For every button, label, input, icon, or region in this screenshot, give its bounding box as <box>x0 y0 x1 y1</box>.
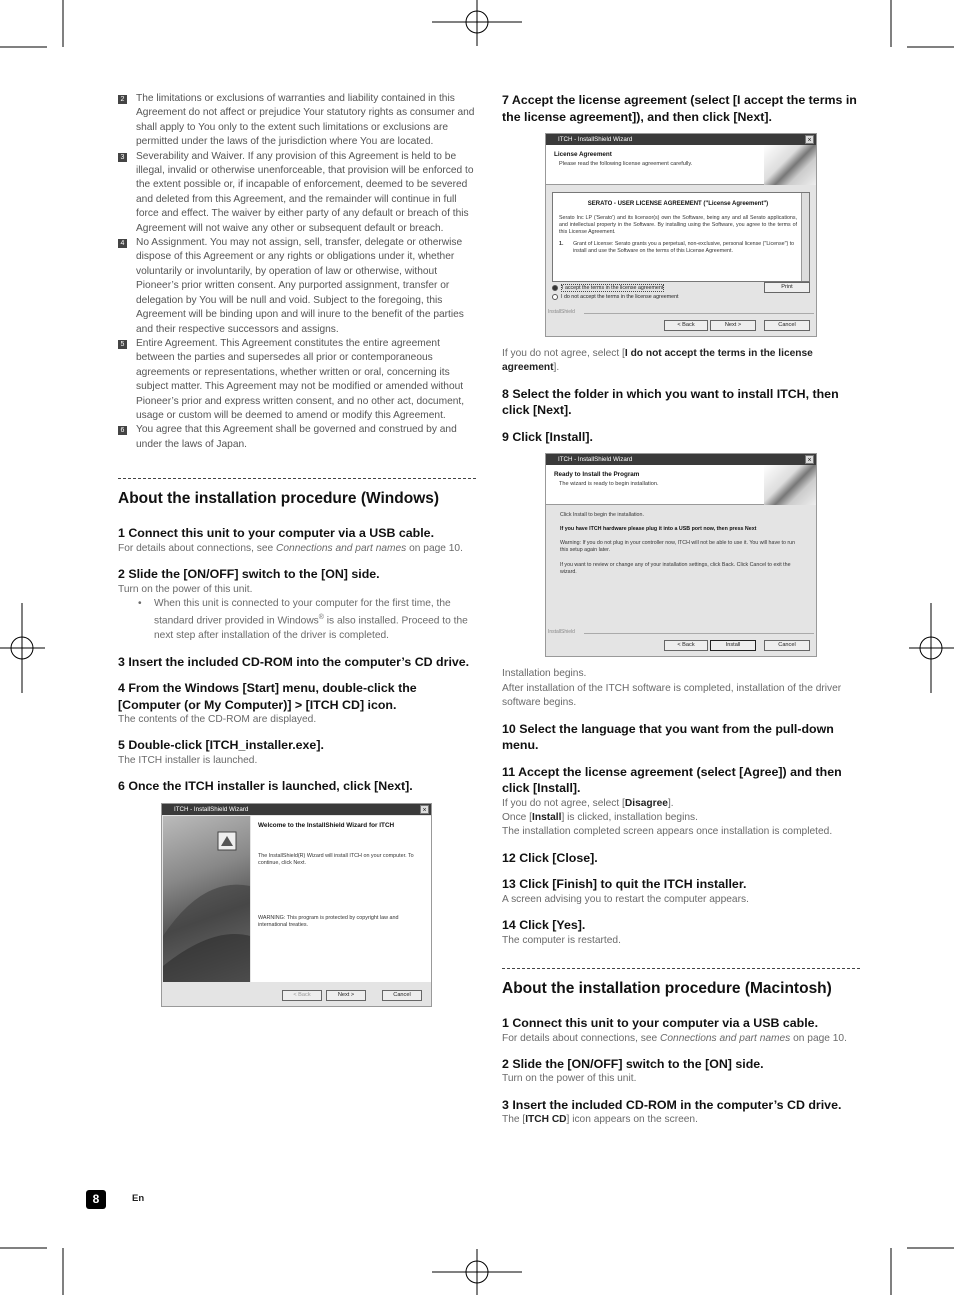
clause-number: 3 <box>118 153 127 162</box>
step-heading: 1 Connect this unit to your computer via a USB cable. <box>502 1016 819 1031</box>
step-note <box>502 1032 860 1046</box>
ready-body <box>560 512 804 576</box>
clause-text: Severability and Waiver. If any provision of this Agreement is held to be illegal, invalid or otherwise unenforceable, that provision will be enforced to the extent possible or, if incapable of enforcement, deemed to be severed and deleted from this Agreement, and the remainder will continue in full force and effect. The waiver by either party of any default or breach of this Agreement will not waive any other or subsequent default or breach. <box>136 150 474 234</box>
mac-section-heading: About the installation procedure (Macintosh) <box>502 980 832 998</box>
page-curl-graphic <box>764 465 816 505</box>
page-curl-graphic <box>764 145 816 185</box>
wizard-title: ITCH - InstallShield Wizard <box>558 456 633 464</box>
note-text: Once [ <box>502 811 533 823</box>
step-note <box>502 347 860 376</box>
ready-line: If you have ITCH hardware please plug it into a USB port now, then press Next <box>560 526 757 533</box>
step-heading: 7 Accept the license agreement (select [I accept the terms in the license agreement]), and then click [Next]. <box>502 93 857 124</box>
divider <box>584 313 814 314</box>
step-heading: 1 Connect this unit to your computer via a USB cable. <box>118 526 435 541</box>
clause <box>120 92 476 150</box>
note-text: ]. <box>667 797 674 809</box>
cancel-button[interactable]: Cancel <box>764 640 810 651</box>
cancel-button[interactable]: Cancel <box>382 990 422 1001</box>
note-text: ]. <box>553 362 560 374</box>
wizard-side-image <box>163 816 250 982</box>
right-column <box>502 92 860 1128</box>
agreement-clauses <box>120 92 476 452</box>
radio-unselected-icon[interactable] <box>552 294 558 300</box>
clause <box>120 423 476 452</box>
step-heading: 12 Click [Close]. <box>502 850 598 865</box>
step-note: After installation of the ITCH software is completed, installation of the driver software begins. <box>502 682 842 709</box>
close-icon[interactable]: × <box>420 805 429 814</box>
clause-text: You agree that this Agreement shall be governed and construed by and under the laws of Japan. <box>136 424 457 450</box>
step-note: The computer is restarted. <box>502 934 621 946</box>
note-text: on page 10. <box>790 1032 847 1044</box>
next-button[interactable]: Next > <box>326 990 366 1001</box>
ready-line: Click Install to begin the installation. <box>560 512 644 519</box>
note-text: If you do not agree, select [ <box>502 348 625 359</box>
step-note <box>502 797 860 811</box>
step-heading: 11 Accept the license agreement (select [Agree]) and then click [Install]. <box>502 764 842 796</box>
wizard-heading: Welcome to the InstallShield Wizard for ITCH <box>258 821 395 829</box>
license-clause <box>559 241 797 255</box>
cancel-button[interactable]: Cancel <box>764 320 810 331</box>
wizard-title: ITCH - InstallShield Wizard <box>558 136 633 143</box>
license-wizard-screenshot <box>545 133 817 337</box>
wizard-title: ITCH - InstallShield Wizard <box>174 805 249 813</box>
wizard-warning: WARNING: This program is protected by copyright law and international treaties. <box>258 914 399 928</box>
step-note <box>118 542 476 556</box>
license-text-box[interactable] <box>552 192 810 282</box>
step-heading: 3 Insert the included CD-ROM in the computer’s CD drive. <box>502 1097 842 1112</box>
clause-text: No Assignment. You may not assign, sell, transfer, delegate or otherwise dispose of this Agreement or any rights or obligations under it, whether voluntarily or involuntarily, by operation of law or otherwise, without Pioneer’s prior written consent. Any purported assignment, transfer or delegation by You will be null and void. Subject to the foregoing, this Agreement will be binding upon and will inure to the benefit of the parties and their respective successors and assigns. <box>136 237 464 335</box>
note-link-text: Connections and part names <box>660 1032 791 1044</box>
note-bold-text: Install <box>532 811 562 823</box>
decline-label: I do not accept the terms in the license agreement <box>561 294 679 300</box>
wizard-content-pane <box>251 816 431 982</box>
note-text: on page 10. <box>406 542 463 554</box>
note-bold-text: Disagree <box>624 797 668 809</box>
note-text: If you do not agree, select [ <box>502 797 625 809</box>
wizard-titlebar <box>546 134 816 145</box>
note-text: For details about connections, see <box>118 542 277 554</box>
clause-text: The limitations or exclusions of warranties and liability contained in this Agreement do not affect or prejudice Your statutory rights as consumer and shall apply to You only to the extent such limitations or exclusions are permitted under the laws of the jurisdiction where You are located. <box>136 93 475 148</box>
note-text: For details about connections, see <box>502 1032 661 1044</box>
step-note: The ITCH installer is launched. <box>118 754 258 766</box>
step-note: Turn on the power of this unit. <box>118 583 253 595</box>
step-heading: 2 Slide the [ON/OFF] switch to the [ON] side. <box>502 1056 764 1071</box>
clause <box>120 236 476 337</box>
bullet-item: • When this unit is connected to your computer for the first time, the standard driver provided in Windows® is also installed. Proceed to the next step after installation of the driver is completed. <box>138 597 468 642</box>
license-clause-text: Grant of License: Serato grants you a perpetual, non-exclusive, personal license ("License") to install and use the Software on the terms of this License Agreement. <box>573 241 795 254</box>
step-note: A screen advising you to restart the computer appears. <box>502 893 749 905</box>
step-heading: 13 Click [Finish] to quit the ITCH installer. <box>502 877 747 892</box>
wizard-titlebar <box>162 804 431 815</box>
step-heading: 14 Click [Yes]. <box>502 918 586 933</box>
ready-line: Warning: If you do not plug in your controller now, ITCH will not be able to use it. You will have to run this setup again later. <box>560 540 796 554</box>
clause-number: 2 <box>118 95 127 104</box>
step-heading: 9 Click [Install]. <box>502 429 593 444</box>
note-text: ] icon appears on the screen. <box>566 1114 698 1126</box>
note-bold-text: I do not accept the terms in the license agreement <box>502 348 813 374</box>
next-button[interactable]: Next > <box>710 320 756 331</box>
wizard-graphic <box>163 816 250 982</box>
step-heading: 4 From the Windows [Start] menu, double-click the [Computer (or My Computer)] > [ITCH CD] icon. <box>118 681 417 712</box>
step-heading: 8 Select the folder in which you want to install ITCH, then click [Next]. <box>502 386 839 418</box>
step-note: Turn on the power of this unit. <box>502 1073 637 1085</box>
page-number: 8 <box>86 1190 106 1209</box>
install-button[interactable]: Install <box>710 640 756 651</box>
step-heading: 2 Slide the [ON/OFF] switch to the [ON] side. <box>118 567 380 582</box>
close-icon[interactable]: × <box>805 135 814 144</box>
language-label: En <box>132 1193 145 1204</box>
back-button[interactable]: < Back <box>664 320 708 331</box>
note-text: ] is clicked, installation begins. <box>561 811 698 823</box>
wizard-header-title: License Agreement <box>554 151 612 158</box>
step-note: Installation begins. <box>502 668 587 680</box>
bullet-text: When this unit is connected to your computer for the first time, the standard driver provided in Windows <box>154 597 451 627</box>
windows-section-heading: About the installation procedure (Windows) <box>118 490 440 508</box>
step-heading: 3 Insert the included CD-ROM into the computer’s CD drive. <box>118 654 470 669</box>
wizard-header-subtitle: Please read the following license agreement carefully. <box>559 161 693 167</box>
scrollbar[interactable] <box>801 193 809 281</box>
section-divider <box>118 478 476 479</box>
step-note: The contents of the CD-ROM are displayed. <box>118 714 317 726</box>
note-bold-text: ITCH CD <box>525 1114 567 1126</box>
ready-line: If you want to review or change any of your installation settings, click Back. Click Cancel to exit the wizard. <box>560 562 791 576</box>
clause-number: 6 <box>118 426 127 435</box>
clause-text: Entire Agreement. This Agreement constitutes the entire agreement between the parties and supersedes all prior or contemporaneous agreements or representations, whether written or oral, concerning its subject matter. This Agreement may not be modified or amended without Pioneer’s prior and express written consent, and no other act, document, usage or custom will be deemed to amend or modify this Agreement. <box>136 337 465 421</box>
wizard-header-title: Ready to Install the Program <box>554 471 640 479</box>
step-note: The installation completed screen appears once installation is completed. <box>502 826 833 838</box>
step-heading: 5 Double-click [ITCH_installer.exe]. <box>118 738 324 753</box>
step-heading: 10 Select the language that you want from the pull-down menu. <box>502 721 834 753</box>
installshield-label: InstallShield <box>548 629 575 636</box>
note-text: The [ <box>502 1114 526 1126</box>
clause-number: 5 <box>118 340 127 349</box>
wizard-titlebar <box>546 454 816 465</box>
wizard-header <box>546 145 816 185</box>
wizard-body: The InstallShield(R) Wizard will install ITCH on your computer. To continue, click Next. <box>258 852 414 866</box>
left-column <box>118 92 476 1017</box>
back-button[interactable]: < Back <box>282 990 322 1001</box>
license-clause-number: 1. <box>559 241 564 247</box>
section-divider <box>502 968 860 969</box>
close-icon[interactable]: × <box>805 455 814 464</box>
license-title: SERATO - USER LICENSE AGREEMENT ("License Agreement") <box>587 201 769 207</box>
step-note <box>502 811 860 825</box>
accept-radio[interactable] <box>552 284 664 292</box>
license-paragraph: Serato Inc LP ('Serato') and its licensor(s) own the Software, being any and all Serato applications, and intellectual property in the Software. By installing using the Software, you agree to the terms of this License Agreement. <box>559 215 797 235</box>
clause <box>120 150 476 236</box>
installshield-label: InstallShield <box>548 309 575 315</box>
welcome-wizard-screenshot <box>161 803 432 1007</box>
decline-radio[interactable] <box>552 294 678 300</box>
print-button[interactable]: Print <box>764 282 810 293</box>
back-button[interactable]: < Back <box>664 640 708 651</box>
step-heading: 6 Once the ITCH installer is launched, click [Next]. <box>118 779 413 794</box>
clause <box>120 337 476 423</box>
radio-selected-icon[interactable] <box>552 285 558 291</box>
accept-label: I accept the terms in the license agreement <box>562 285 664 291</box>
clause-number: 4 <box>118 239 127 248</box>
divider <box>584 633 814 634</box>
registered-mark: ® <box>318 614 324 622</box>
note-link-text: Connections and part names <box>276 542 407 554</box>
ready-wizard-screenshot <box>545 453 817 657</box>
step-note <box>502 1113 860 1127</box>
wizard-header-subtitle: The wizard is ready to begin installation. <box>559 481 659 488</box>
bullet-text: is also installed. Proceed to the next step after installation of the driver is completed. <box>154 615 468 642</box>
wizard-header <box>546 465 816 505</box>
